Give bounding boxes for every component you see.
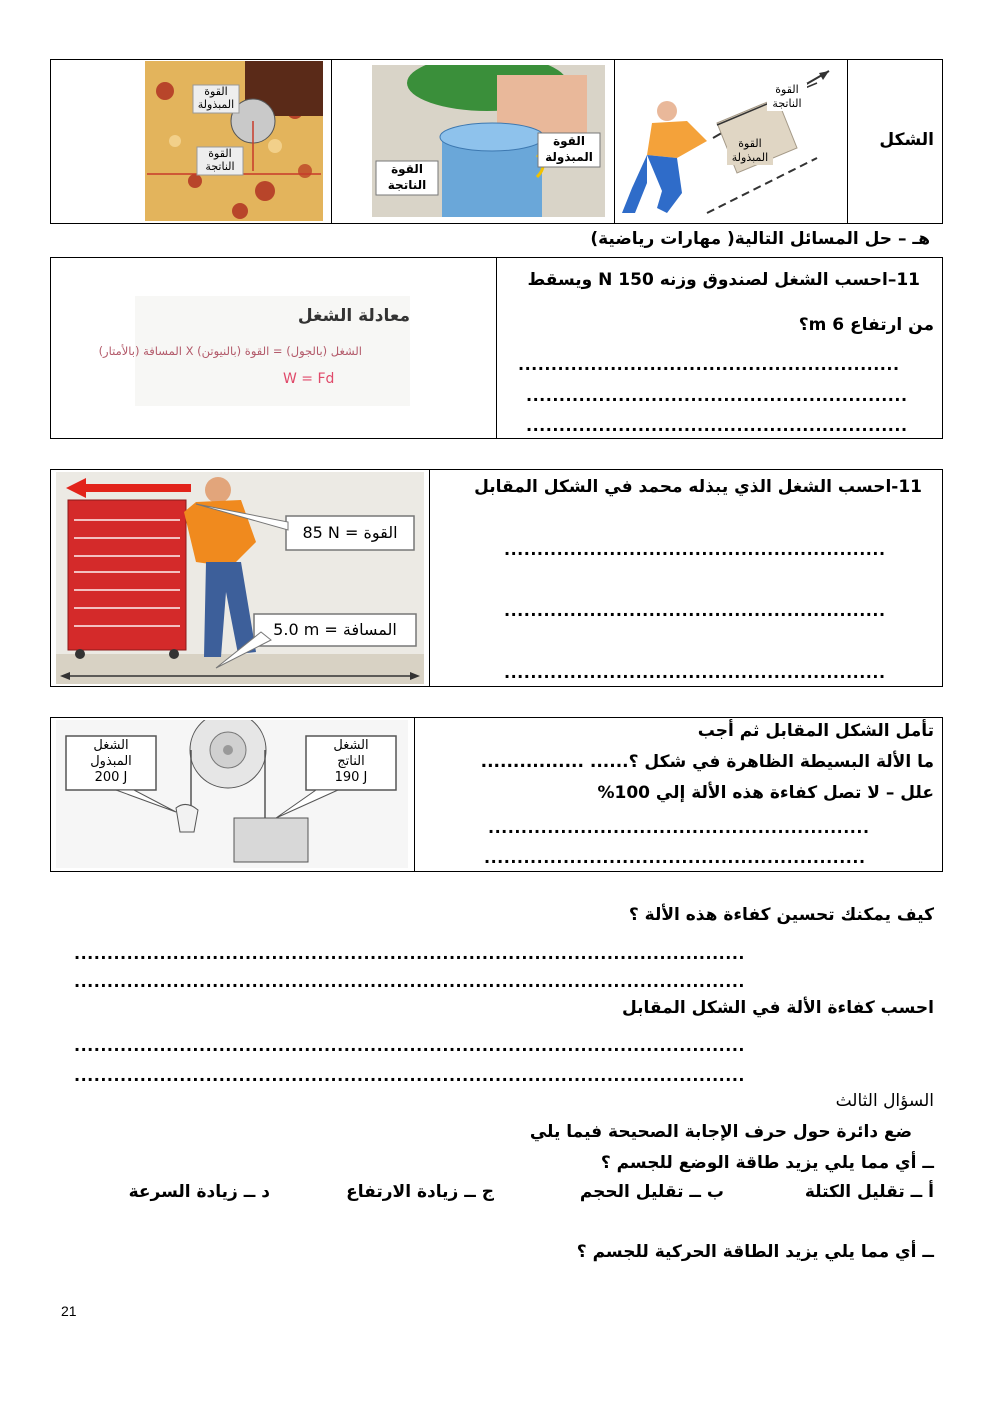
pizza-cutter-figure (145, 61, 323, 221)
problem1-line2: من ارتفاع 6 m؟ (798, 315, 934, 335)
problem3-line3: علل – لا تصل كفاءة هذه الألة إلي 100% (597, 783, 934, 803)
section-heading: هـ – حل المسائل التالية( مهارات رياضية) (590, 229, 930, 249)
ramp-push-figure (617, 63, 843, 221)
page-number: 21 (61, 1303, 77, 1319)
force-callout: 85 N = القوة (302, 523, 398, 542)
answer-line[interactable]: .......................................................... (518, 355, 900, 374)
answer-line[interactable]: .......................................................... (526, 416, 908, 435)
work-equation-card (98, 296, 410, 406)
equation-title: معادلة الشغل (297, 306, 410, 326)
option-d[interactable]: د ــ زيادة السرعة (128, 1182, 270, 1202)
work-output-label: الشغل الناتج 190 J (333, 738, 369, 785)
bottle-cap-figure (372, 65, 605, 217)
answer-line[interactable]: .......................................................... (504, 663, 886, 682)
row-label-shape: الشكل (879, 130, 934, 150)
answer-line[interactable]: ...................................................................................................... (74, 972, 745, 991)
third-question-title: السؤال الثالث (835, 1091, 934, 1111)
improve-efficiency-question: كيف يمكنك تحسين كفاءة هذه الألة ؟ (628, 905, 934, 925)
pizza-applied-label: القوة المبذولة (197, 85, 235, 111)
answer-line[interactable]: ...................................................................................................... (74, 1066, 745, 1085)
option-b[interactable]: ب ــ تقليل الحجم (579, 1182, 724, 1202)
problem3-line1: تأمل الشكل المقابل ثم أجب (697, 721, 934, 741)
answer-line[interactable]: ...................................................................................................... (74, 1036, 745, 1055)
ramp-resultant-label: القوة الناتجة (772, 83, 802, 110)
equation-formula: W = Fd (283, 371, 335, 387)
answer-line[interactable]: ...................................................................................................... (74, 944, 745, 963)
answer-line[interactable]: .......................................................... (504, 601, 886, 620)
mcq-question-2: ــ أي مما يلي يزيد الطاقة الحركية للجسم ؟ (576, 1242, 934, 1262)
option-c[interactable]: ج ــ زيادة الارتفاع (346, 1182, 494, 1202)
answer-line[interactable]: .......................................................... (504, 540, 886, 559)
mcq-question-1: ــ أي مما يلي يزيد طاقة الوضع للجسم ؟ (600, 1153, 934, 1173)
distance-callout: 5.0 m = المسافة (273, 620, 397, 639)
problem1-line1: 11–احسب الشغل لصندوق وزنه 150 N ويسقط (527, 270, 920, 290)
calculate-efficiency-question: احسب كفاءة الألة في الشكل المقابل (621, 998, 934, 1018)
bottle-resultant-label: القوة الناتجة (387, 162, 427, 192)
toolbox-push-figure (56, 472, 424, 684)
third-question-instruction: ضع دائرة حول حرف الإجابة الصحيحة فيما يلي (529, 1122, 912, 1142)
pizza-resultant-label: القوة الناتجة (205, 147, 235, 173)
answer-line[interactable]: .......................................................... (484, 848, 866, 867)
option-a[interactable]: أ ــ تقليل الكتلة (804, 1182, 934, 1202)
equation-words: الشغل (بالجول) = القوة (بالنيوتن) X المسافة (بالأمتار) (98, 344, 362, 358)
problem3-line2: ما الألة البسيطة الظاهرة في شكل ؟...... ................ (480, 752, 934, 772)
answer-line[interactable]: .......................................................... (488, 818, 870, 837)
work-input-label: الشغل المبذول 200 J (90, 738, 132, 785)
ramp-applied-label: القوة المبذولة (731, 137, 769, 164)
bottle-applied-label: القوة المبذولة (545, 134, 593, 164)
problem2-text: 11-احسب الشغل الذي يبذله محمد في الشكل المقابل (474, 477, 922, 497)
answer-line[interactable]: .......................................................... (526, 386, 908, 405)
pulley-figure (56, 720, 408, 868)
